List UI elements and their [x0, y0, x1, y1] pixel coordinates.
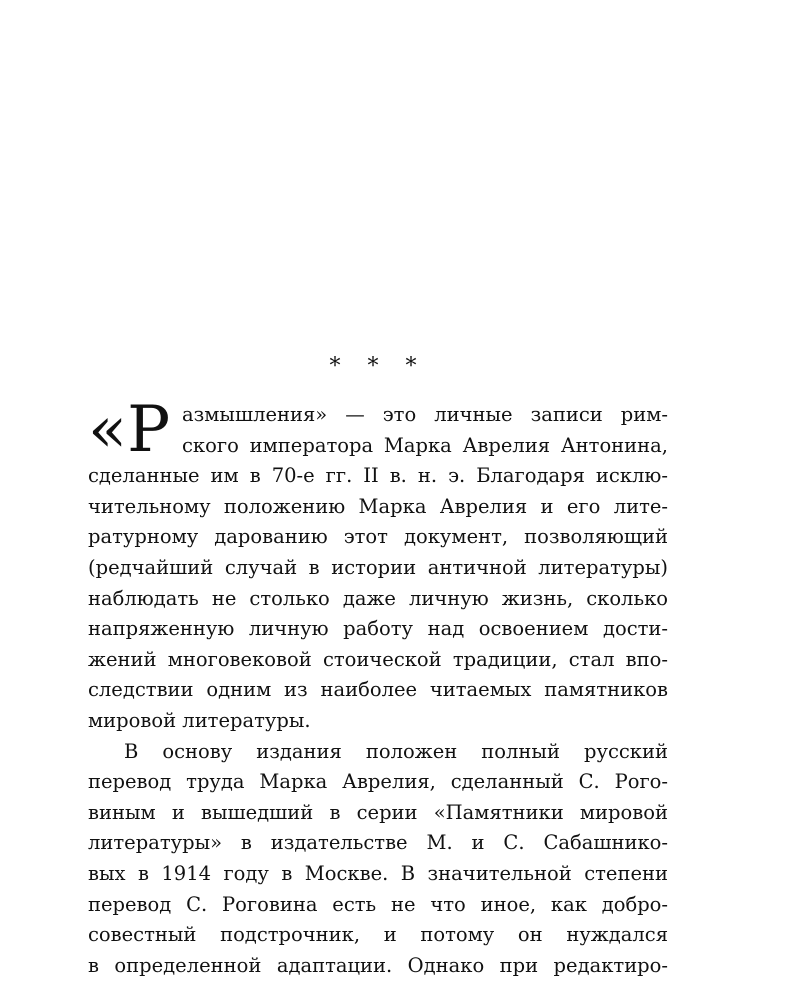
text-line: чительному положению Марка Аврелия и его лите- — [88, 494, 668, 518]
body-text — [88, 400, 668, 981]
text-line: совестный подстрочник, и потому он нуждался — [88, 923, 668, 947]
text-line: (редчайший случай в истории античной литературы) — [88, 555, 668, 579]
text-line: сделанные им в 70-е гг. II в. н. э. Благодаря исклю- — [88, 464, 668, 488]
text-line: ратурному дарованию этот документ, позволяющий — [88, 525, 668, 549]
section-asterism: * * * — [329, 354, 427, 379]
drop-cap: «Р — [88, 393, 171, 467]
text-line: ского императора Марка Аврелия Антонина, — [182, 433, 668, 457]
text-line: напряженную личную работу над освоением дости- — [88, 617, 668, 641]
text-line: следствии одним из наиболее читаемых памятников — [88, 678, 668, 702]
text-line: мировой литературы. — [88, 708, 311, 732]
text-line: литературы» в издательстве М. и С. Сабашнико- — [88, 831, 668, 855]
text-line: В основу издания положен полный русский — [124, 739, 668, 763]
text-line: перевод С. Роговина есть не что иное, как добро- — [88, 892, 668, 916]
text-line: вых в 1914 году в Москве. В значительной степени — [88, 861, 668, 885]
text-line: жений многовековой стоической традиции, стал впо- — [88, 647, 668, 671]
text-line: в определенной адаптации. Однако при редактиро- — [88, 953, 668, 977]
text-line: перевод труда Марка Аврелия, сделанный С. Рого- — [88, 770, 668, 794]
text-line: виным и вышедший в серии «Памятники мировой — [88, 800, 668, 824]
book-page — [88, 0, 668, 1000]
text-line: азмышления» — это личные записи рим- — [182, 403, 668, 426]
text-line: наблюдать не столько даже личную жизнь, сколько — [88, 586, 668, 610]
